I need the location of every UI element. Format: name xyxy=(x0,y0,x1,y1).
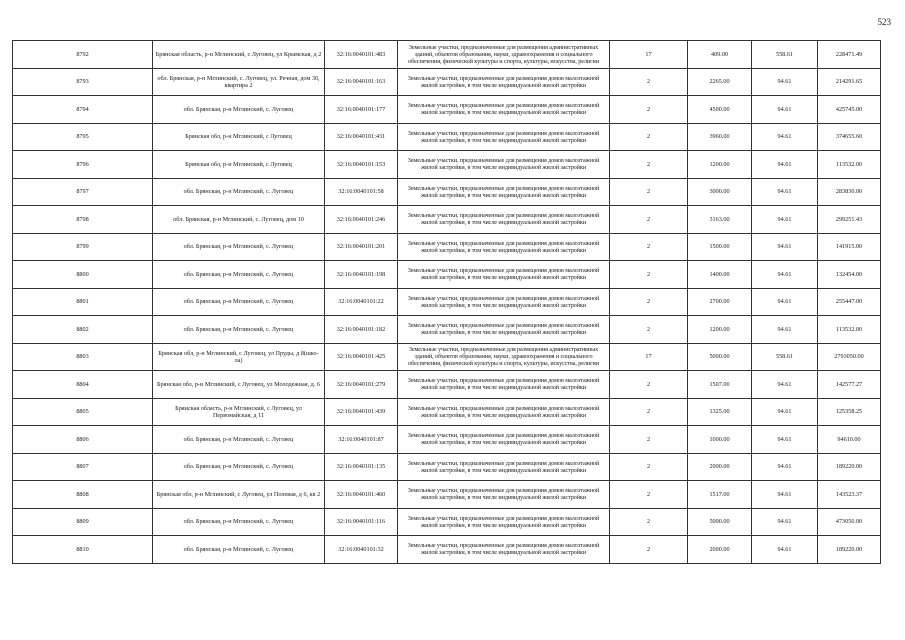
table-row xyxy=(13,453,881,481)
land-use-cell: Земельные участки, предназначенные для размещения домов малоэтажной жилой застройки, в том числе индивидуальной жилой застройки xyxy=(398,288,610,316)
use-group-cell: 2 xyxy=(610,398,688,426)
use-group-cell: 2 xyxy=(610,96,688,124)
land-use-cell: Земельные участки, предназначенные для размещения домов малоэтажной жилой застройки, в том числе индивидуальной жилой застройки xyxy=(398,96,610,124)
table-row xyxy=(13,151,881,179)
address-cell: обл. Брянская, р-н Мглинский, с. Луговец, ул. Речная, дом 30, квартира 2 xyxy=(153,68,325,96)
cadastral-value-cell: 189220.00 xyxy=(818,453,881,481)
land-use-cell: Земельные участки, предназначенные для размещения административных зданий, объектов образования, науки, здравоохранения и социального обеспечения, физической культуры и спорта, культуры, искусства, религии xyxy=(398,41,610,69)
cadastral-value-cell: 425745.00 xyxy=(818,96,881,124)
specific-value-cell: 558.61 xyxy=(752,343,818,371)
specific-value-cell: 94.61 xyxy=(752,508,818,536)
table-row xyxy=(13,536,881,564)
cadastral-value-cell: 473050.00 xyxy=(818,508,881,536)
specific-value-cell: 94.61 xyxy=(752,261,818,289)
area-cell: 3960.00 xyxy=(688,123,752,151)
row-number-cell: 8800 xyxy=(13,261,153,289)
cadastral-number-cell: 32:16:0040101:439 xyxy=(325,398,398,426)
address-cell: обл. Брянская, р-н Мглинский, с. Луговец xyxy=(153,178,325,206)
cadastral-number-cell: 32:16:0040101:483 xyxy=(325,41,398,69)
table-row xyxy=(13,41,881,69)
land-use-cell: Земельные участки, предназначенные для размещения домов малоэтажной жилой застройки, в том числе индивидуальной жилой застройки xyxy=(398,371,610,399)
address-cell: обл. Брянская, р-н Мглинский, с. Луговец xyxy=(153,233,325,261)
area-cell: 3000.00 xyxy=(688,178,752,206)
area-cell: 2265.00 xyxy=(688,68,752,96)
table-row xyxy=(13,288,881,316)
land-use-cell: Земельные участки, предназначенные для размещения домов малоэтажной жилой застройки, в том числе индивидуальной жилой застройки xyxy=(398,426,610,454)
area-cell: 5000.00 xyxy=(688,343,752,371)
table-row xyxy=(13,233,881,261)
cadastral-value-cell: 374655.60 xyxy=(818,123,881,151)
cadastral-number-cell: 32:16:0040101:460 xyxy=(325,481,398,509)
row-number-cell: 8796 xyxy=(13,151,153,179)
specific-value-cell: 94.61 xyxy=(752,453,818,481)
cadastral-number-cell: 32:16:0040101:116 xyxy=(325,508,398,536)
cadastral-number-cell: 32:16:0040101:22 xyxy=(325,288,398,316)
land-use-cell: Земельные участки, предназначенные для размещения домов малоэтажной жилой застройки, в том числе индивидуальной жилой застройки xyxy=(398,233,610,261)
specific-value-cell: 94.61 xyxy=(752,151,818,179)
land-use-cell: Земельные участки, предназначенные для размещения домов малоэтажной жилой застройки, в том числе индивидуальной жилой застройки xyxy=(398,151,610,179)
address-cell: Брянская обл, р-н Мглинский, с Луговец, ул Молодежная, д. 6 xyxy=(153,371,325,399)
cadastral-value-cell: 113532.00 xyxy=(818,151,881,179)
row-number-cell: 8804 xyxy=(13,371,153,399)
cadastral-number-cell: 32:16:0040101:431 xyxy=(325,123,398,151)
specific-value-cell: 94.61 xyxy=(752,233,818,261)
table-row xyxy=(13,508,881,536)
specific-value-cell: 94.61 xyxy=(752,68,818,96)
use-group-cell: 2 xyxy=(610,206,688,234)
address-cell: обл. Брянская, р-н Мглинский, с. Луговец xyxy=(153,536,325,564)
cadastral-number-cell: 32:16:0040101:153 xyxy=(325,151,398,179)
cadastral-number-cell: 32:16:0040101:279 xyxy=(325,371,398,399)
area-cell: 5000.00 xyxy=(688,508,752,536)
use-group-cell: 17 xyxy=(610,343,688,371)
address-cell: обл. Брянская, р-н Мглинский, с. Луговец xyxy=(153,96,325,124)
use-group-cell: 2 xyxy=(610,151,688,179)
cadastral-number-cell: 32:16:0040101:182 xyxy=(325,316,398,344)
use-group-cell: 17 xyxy=(610,41,688,69)
row-number-cell: 8806 xyxy=(13,426,153,454)
cadastral-number-cell: 32:16:0040101:32 xyxy=(325,536,398,564)
cadastral-number-cell: 32:16:0040101:163 xyxy=(325,68,398,96)
address-cell: Брянская область, р-н Мглинский, с Луговец, ул Первомайская, д 11 xyxy=(153,398,325,426)
cadastral-value-cell: 299251.43 xyxy=(818,206,881,234)
cadastral-value-cell: 113532.00 xyxy=(818,316,881,344)
table-row xyxy=(13,371,881,399)
use-group-cell: 2 xyxy=(610,261,688,289)
land-use-cell: Земельные участки, предназначенные для размещения домов малоэтажной жилой застройки, в том числе индивидуальной жилой застройки xyxy=(398,481,610,509)
land-use-cell: Земельные участки, предназначенные для размещения домов малоэтажной жилой застройки, в том числе индивидуальной жилой застройки xyxy=(398,536,610,564)
cadastral-value-table xyxy=(12,40,881,564)
cadastral-number-cell: 32:16:0040101:87 xyxy=(325,426,398,454)
address-cell: обл. Брянская, р-н Мглинский, с. Луговец xyxy=(153,288,325,316)
land-use-cell: Земельные участки, предназначенные для размещения домов малоэтажной жилой застройки, в том числе индивидуальной жилой застройки xyxy=(398,178,610,206)
address-cell: Брянская область, р-н Мглинский, с Луговец, ул Крымская, д 2 xyxy=(153,41,325,69)
cadastral-value-cell: 283830.00 xyxy=(818,178,881,206)
address-cell: обл. Брянская, р-н Мглинский, с. Луговец, дом 10 xyxy=(153,206,325,234)
cadastral-value-cell: 141915.00 xyxy=(818,233,881,261)
specific-value-cell: 94.61 xyxy=(752,371,818,399)
cadastral-number-cell: 32:16:0040101:201 xyxy=(325,233,398,261)
land-use-cell: Земельные участки, предназначенные для размещения административных зданий, объектов образования, науки, здравоохранения и социального обеспечения, физической культуры и спорта, культуры, искусства, религии xyxy=(398,343,610,371)
cadastral-number-cell: 32:16:0040101:198 xyxy=(325,261,398,289)
row-number-cell: 8801 xyxy=(13,288,153,316)
row-number-cell: 8799 xyxy=(13,233,153,261)
row-number-cell: 8808 xyxy=(13,481,153,509)
address-cell: Брянская обл, р-н Мглинский, с Луговец xyxy=(153,123,325,151)
cadastral-value-cell: 94610.00 xyxy=(818,426,881,454)
use-group-cell: 2 xyxy=(610,536,688,564)
cadastral-value-cell: 125358.25 xyxy=(818,398,881,426)
area-cell: 1200.00 xyxy=(688,151,752,179)
cadastral-number-cell: 32:16:0040101:135 xyxy=(325,453,398,481)
address-cell: Брянская обл, р-н Мглинский, с Луговец xyxy=(153,151,325,179)
land-use-cell: Земельные участки, предназначенные для размещения домов малоэтажной жилой застройки, в том числе индивидуальной жилой застройки xyxy=(398,261,610,289)
table-row xyxy=(13,481,881,509)
specific-value-cell: 94.61 xyxy=(752,481,818,509)
address-cell: Брянская обл, р-н Мглинский, с Луговец, ул Полевая, д 6, кв 2 xyxy=(153,481,325,509)
area-cell: 2000.00 xyxy=(688,453,752,481)
row-number-cell: 8798 xyxy=(13,206,153,234)
address-cell: обл. Брянская, р-н Мглинский, с. Луговец xyxy=(153,316,325,344)
cadastral-value-cell: 2793050.00 xyxy=(818,343,881,371)
area-cell: 3163.00 xyxy=(688,206,752,234)
land-use-cell: Земельные участки, предназначенные для размещения домов малоэтажной жилой застройки, в том числе индивидуальной жилой застройки xyxy=(398,453,610,481)
row-number-cell: 8792 xyxy=(13,41,153,69)
cadastral-value-cell: 228471.49 xyxy=(818,41,881,69)
table-row xyxy=(13,68,881,96)
row-number-cell: 8794 xyxy=(13,96,153,124)
table-row xyxy=(13,343,881,371)
use-group-cell: 2 xyxy=(610,123,688,151)
table-row xyxy=(13,96,881,124)
page-number: 523 xyxy=(877,17,891,27)
row-number-cell: 8802 xyxy=(13,316,153,344)
specific-value-cell: 94.61 xyxy=(752,123,818,151)
row-number-cell: 8797 xyxy=(13,178,153,206)
use-group-cell: 2 xyxy=(610,68,688,96)
row-number-cell: 8805 xyxy=(13,398,153,426)
cadastral-number-cell: 32:16:0040101:425 xyxy=(325,343,398,371)
specific-value-cell: 94.61 xyxy=(752,96,818,124)
cadastral-number-cell: 32:16:0040101:246 xyxy=(325,206,398,234)
area-cell: 409.00 xyxy=(688,41,752,69)
table-row xyxy=(13,316,881,344)
area-cell: 2700.00 xyxy=(688,288,752,316)
use-group-cell: 2 xyxy=(610,426,688,454)
row-number-cell: 8793 xyxy=(13,68,153,96)
area-cell: 4500.00 xyxy=(688,96,752,124)
use-group-cell: 2 xyxy=(610,316,688,344)
row-number-cell: 8807 xyxy=(13,453,153,481)
specific-value-cell: 94.61 xyxy=(752,398,818,426)
land-use-cell: Земельные участки, предназначенные для размещения домов малоэтажной жилой застройки, в том числе индивидуальной жилой застройки xyxy=(398,508,610,536)
address-cell: обл. Брянская, р-н Мглинский, с. Луговец xyxy=(153,426,325,454)
table-row xyxy=(13,426,881,454)
area-cell: 1517.00 xyxy=(688,481,752,509)
specific-value-cell: 94.61 xyxy=(752,178,818,206)
land-use-cell: Земельные участки, предназначенные для размещения домов малоэтажной жилой застройки, в том числе индивидуальной жилой застройки xyxy=(398,123,610,151)
row-number-cell: 8810 xyxy=(13,536,153,564)
specific-value-cell: 94.61 xyxy=(752,316,818,344)
cadastral-value-cell: 214291.65 xyxy=(818,68,881,96)
cadastral-value-cell: 255447.00 xyxy=(818,288,881,316)
cadastral-value-cell: 142577.27 xyxy=(818,371,881,399)
table-row xyxy=(13,206,881,234)
table-row xyxy=(13,178,881,206)
area-cell: 1507.00 xyxy=(688,371,752,399)
land-use-cell: Земельные участки, предназначенные для размещения домов малоэтажной жилой застройки, в том числе индивидуальной жилой застройки xyxy=(398,316,610,344)
cadastral-value-cell: 132454.00 xyxy=(818,261,881,289)
use-group-cell: 2 xyxy=(610,371,688,399)
use-group-cell: 2 xyxy=(610,288,688,316)
land-use-cell: Земельные участки, предназначенные для размещения домов малоэтажной жилой застройки, в том числе индивидуальной жилой застройки xyxy=(398,206,610,234)
row-number-cell: 8803 xyxy=(13,343,153,371)
specific-value-cell: 94.61 xyxy=(752,536,818,564)
use-group-cell: 2 xyxy=(610,453,688,481)
table-row xyxy=(13,398,881,426)
table-row xyxy=(13,123,881,151)
area-cell: 1500.00 xyxy=(688,233,752,261)
row-number-cell: 8809 xyxy=(13,508,153,536)
use-group-cell: 2 xyxy=(610,233,688,261)
area-cell: 1325.00 xyxy=(688,398,752,426)
specific-value-cell: 94.61 xyxy=(752,206,818,234)
use-group-cell: 2 xyxy=(610,178,688,206)
address-cell: обл. Брянская, р-н Мглинский, с. Луговец xyxy=(153,261,325,289)
land-use-cell: Земельные участки, предназначенные для размещения домов малоэтажной жилой застройки, в том числе индивидуальной жилой застройки xyxy=(398,398,610,426)
use-group-cell: 2 xyxy=(610,508,688,536)
area-cell: 1000.00 xyxy=(688,426,752,454)
specific-value-cell: 94.61 xyxy=(752,426,818,454)
cadastral-number-cell: 32:16:0040101:58 xyxy=(325,178,398,206)
area-cell: 2000.00 xyxy=(688,536,752,564)
specific-value-cell: 558.61 xyxy=(752,41,818,69)
cadastral-number-cell: 32:16:0040101:177 xyxy=(325,96,398,124)
address-cell: обл. Брянская, р-н Мглинский, с. Луговец xyxy=(153,508,325,536)
cadastral-value-cell: 189220.00 xyxy=(818,536,881,564)
area-cell: 1200.00 xyxy=(688,316,752,344)
address-cell: обл. Брянская, р-н Мглинский, с. Луговец xyxy=(153,453,325,481)
use-group-cell: 2 xyxy=(610,481,688,509)
land-use-cell: Земельные участки, предназначенные для размещения домов малоэтажной жилой застройки, в том числе индивидуальной жилой застройки xyxy=(398,68,610,96)
table-row xyxy=(13,261,881,289)
cadastral-value-cell: 143523.37 xyxy=(818,481,881,509)
specific-value-cell: 94.61 xyxy=(752,288,818,316)
area-cell: 1400.00 xyxy=(688,261,752,289)
address-cell: Брянская обл, р-н Мглинский, с Луговец, ул Пруды, д 8(шко-ла) xyxy=(153,343,325,371)
row-number-cell: 8795 xyxy=(13,123,153,151)
